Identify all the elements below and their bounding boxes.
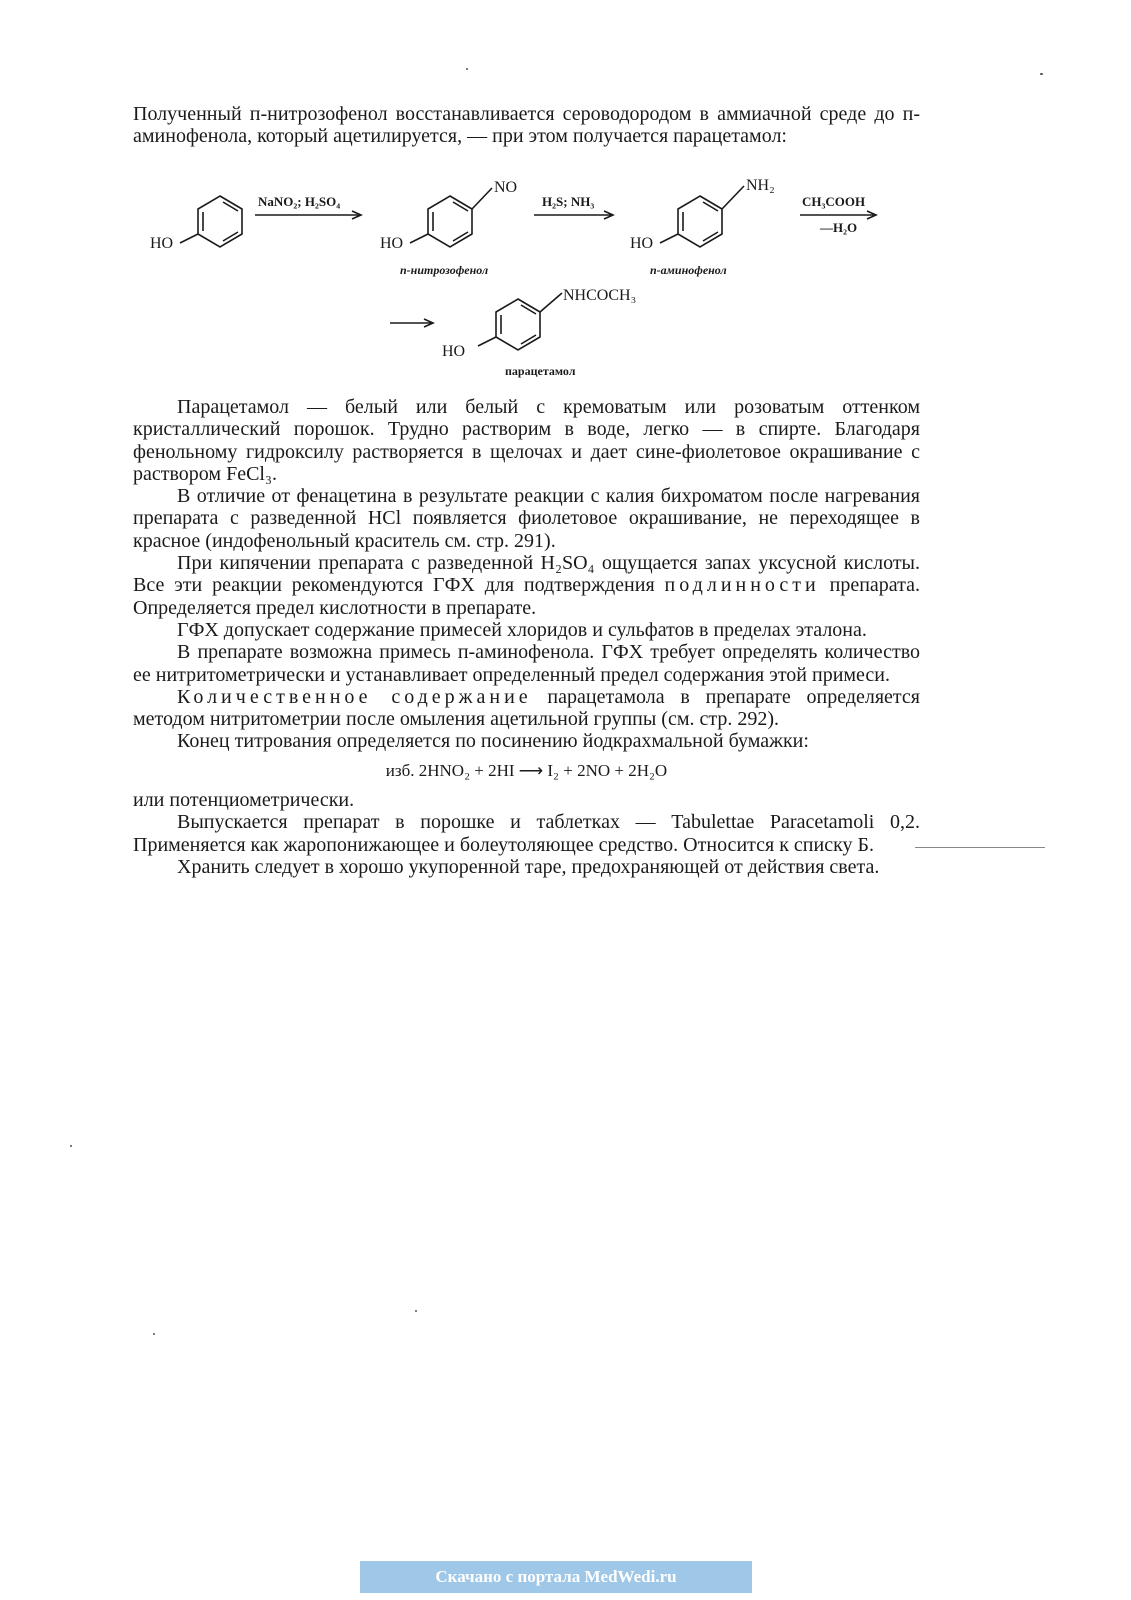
aminophenol-ring xyxy=(678,196,722,247)
intro-block xyxy=(133,103,920,148)
iodine-equation: изб. 2HNO₂ + 2HI ⟶ I₂ + 2NO + 2H₂O xyxy=(385,760,668,780)
reagent-2: H₂S; NH₃ xyxy=(542,194,595,209)
paragraph-release: Выпускается препарат в порошке и таблетках — Tabulettae Paracetamoli 0,2. Применяется как жаропонижающее и болеутоляющее средство. Относится к списку Б. xyxy=(133,811,920,856)
identity-text-b: препарата. Определяется предел кислотности в препарате. xyxy=(133,574,921,619)
reagent-3-bottom: —H₂O xyxy=(820,220,858,235)
paragraph-assay xyxy=(133,686,920,731)
scan-line xyxy=(915,847,1045,848)
ho-label-3: HO xyxy=(630,235,654,252)
reaction-scheme-svg xyxy=(140,176,910,391)
identity-spaced: подлинности xyxy=(664,574,820,597)
phenol-ring xyxy=(198,196,242,247)
paracetamol-ring xyxy=(496,299,540,350)
name-paracetamol: парацетамол xyxy=(505,364,576,378)
no-label: NO xyxy=(494,179,518,196)
paragraph-impurities: ГФХ допускает содержание примесей хлоридов и сульфатов в пределах эталона. xyxy=(177,618,867,641)
name-nitrosophenol: п-нитрозофенол xyxy=(400,263,489,277)
ho-label-1: HO xyxy=(150,235,174,252)
main-text xyxy=(133,396,920,878)
ho-label-4: HO xyxy=(442,343,466,360)
paragraph-description: Парацетамол — белый или белый с кремоватым или розоватым оттенком кристаллический порошок. Трудно растворим в воде, легко — в спирте. Благодаря фенольному гидроксилу растворяется в щелочах и дает сине-фиолетовое окрашивание с раствором FeCl₃. xyxy=(133,396,920,485)
scan-speck xyxy=(70,1145,72,1147)
nhcoch3-label: NHCOCH₃ xyxy=(563,287,637,304)
reagent-1: NaNO₂; H₂SO₄ xyxy=(258,194,341,209)
scan-speck xyxy=(466,68,468,70)
name-aminophenol: п-аминофенол xyxy=(650,263,727,277)
intro-paragraph: Полученный п-нитрозофенол восстанавливается сероводородом в аммиачной среде до п-аминофенола, который ацетилируется, — при этом получается парацетамол: xyxy=(133,103,920,148)
paragraph-storage: Хранить следует в хорошо укупоренной таре, предохраняющей от действия света. xyxy=(177,855,880,878)
nitrosophenol-ring xyxy=(428,196,472,247)
assay-spaced: Количественное содержание xyxy=(177,685,532,708)
reagent-3-top: CH₃COOH xyxy=(802,194,866,209)
paragraph-aminophenol: В препарате возможна примесь п-аминофенола. ГФХ требует определять количество ее нитритометрически и устанавливает определенный предел содержания этой примеси. xyxy=(133,641,920,686)
paragraph-potentiometric: или потенциометрически. xyxy=(133,789,355,812)
paragraph-identity xyxy=(133,552,920,619)
assay-text: парацетамола в препарате определяется методом нитритометрии после омыления ацетильной группы (см. стр. 292). xyxy=(133,685,920,731)
download-watermark: Скачано с портала MedWedi.ru xyxy=(360,1561,752,1593)
scan-speck xyxy=(153,1333,155,1335)
nh2-label: NH₂ xyxy=(746,177,775,194)
paragraph-dichromate: В отличие от фенацетина в результате реакции с калия бихроматом после нагревания препарата с разведенной HCl появляется фиолетовое окрашивание, не переходящее в красное (индофенольный краситель см. стр. 291). xyxy=(133,485,920,552)
scan-speck xyxy=(415,1310,417,1312)
identity-text-a: При кипячении препарата с разведенной H₂SO₄ ощущается запах уксусной кислоты. Все эти реакции рекомендуются ГФХ для подтверждения xyxy=(133,552,920,597)
reaction-scheme xyxy=(140,176,910,391)
ho-label-2: HO xyxy=(380,235,404,252)
scan-speck xyxy=(1040,73,1043,75)
paragraph-endpoint: Конец титрования определяется по посинению йодкрахмальной бумажки: xyxy=(177,730,809,753)
